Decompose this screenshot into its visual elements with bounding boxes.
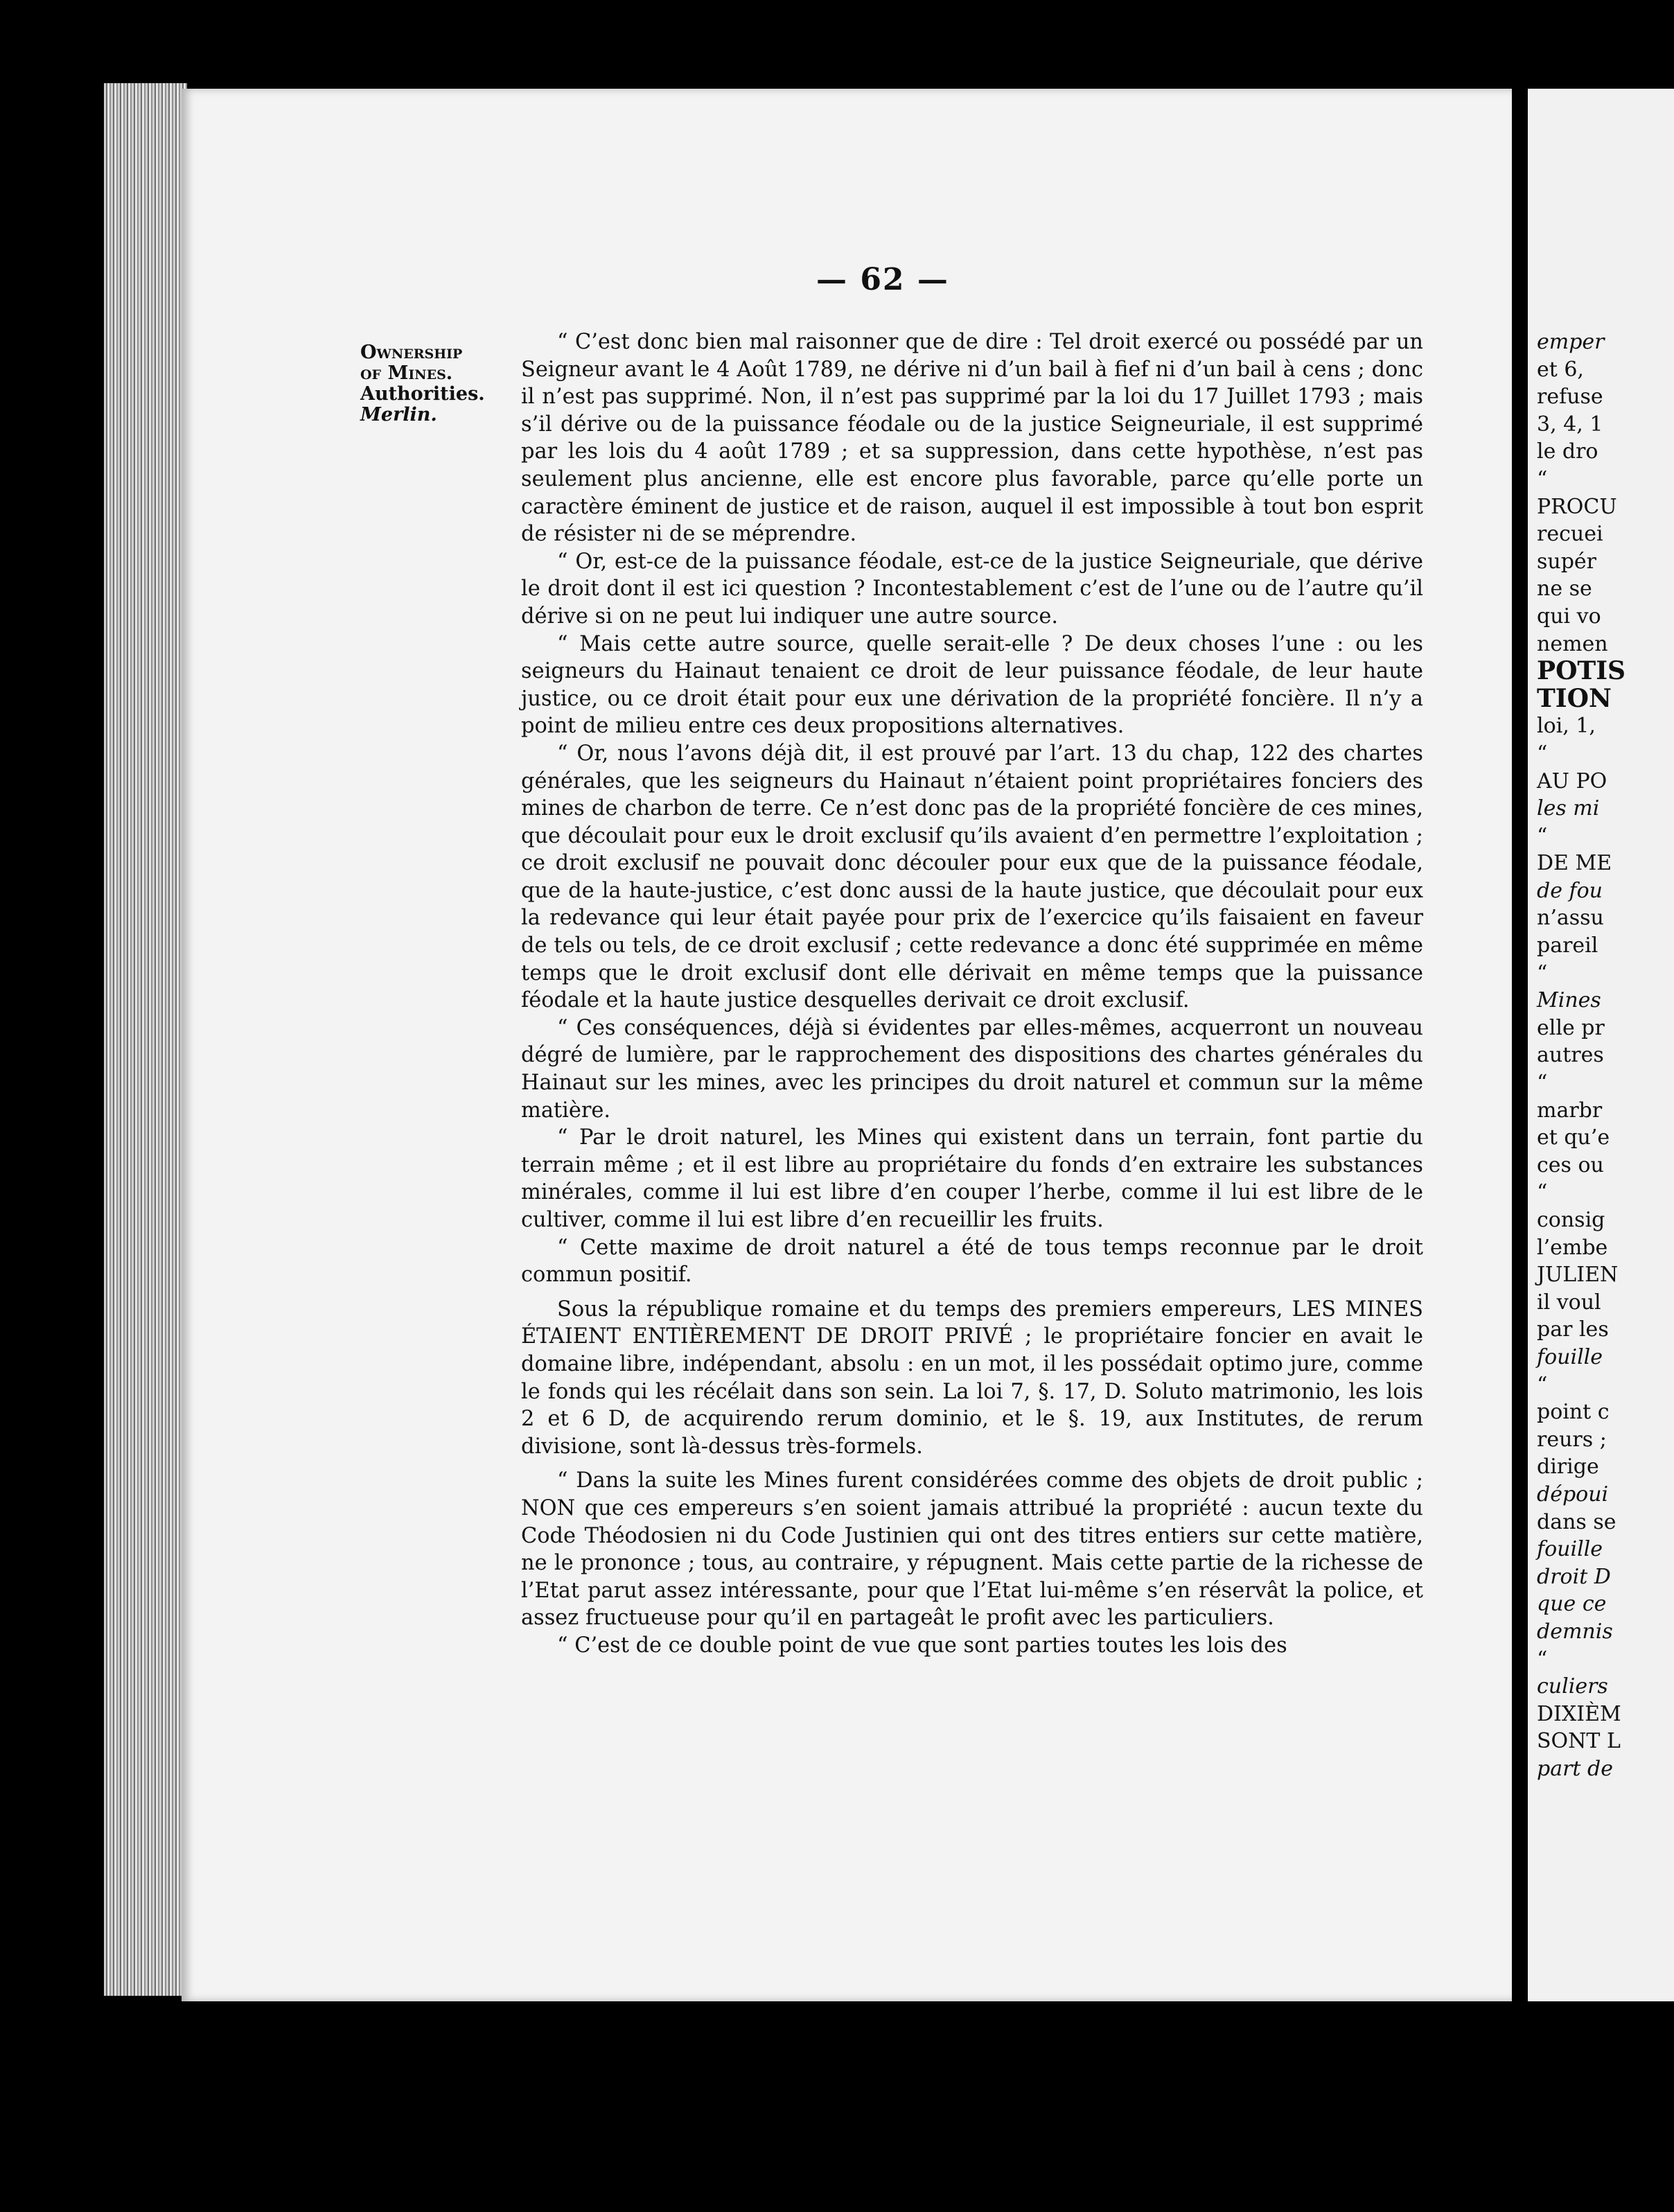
right-line: “ [1537,1071,1548,1096]
right-line: ces ou [1537,1152,1604,1177]
right-line: AU PO [1537,769,1607,793]
right-line: POTIS [1537,656,1626,686]
paragraph: “ Or, est-ce de la puissance féodale, est-ce de la justice Seigneuriale, que dérive le droit dont il est ici question ? Incontestablement c’est de l’une ou de l’autre qu’il dérive si on ne peut lui indiquer une autre source. [521,549,1423,629]
right-line: nemen [1537,631,1608,656]
margin-line-of-mines: of Mines. [360,362,453,384]
right-line: l’embe [1537,1235,1608,1260]
right-line: marbr [1537,1098,1603,1123]
right-line: dans se [1537,1509,1616,1534]
right-line: 3, 4, 1 [1537,412,1603,437]
right-line: recuei [1537,522,1603,547]
right-line: qui vo [1537,604,1601,629]
right-line: Mines [1537,988,1601,1013]
right-line: TION [1537,683,1612,713]
right-line: le dro [1537,439,1598,464]
right-line: dirige [1537,1455,1599,1480]
right-page-text [1537,328,1674,1782]
right-line: DE ME [1537,851,1612,876]
right-line: dépoui [1537,1482,1609,1507]
right-line: “ [1537,1180,1548,1205]
right-line: de fou [1537,878,1603,903]
right-line: consig [1537,1208,1605,1232]
right-line: “ [1537,1372,1548,1397]
margin-line-ownership: Ownership [360,342,463,363]
page-stack-edges [104,83,187,1996]
right-line: DIXIÈM [1537,1701,1621,1726]
right-line: emper [1537,330,1605,354]
page-number: — 62 — [816,262,949,297]
right-line: PROCU [1537,494,1617,519]
right-line: ne se [1537,577,1592,602]
right-line: “ [1537,1647,1548,1671]
right-line: les mi [1537,796,1600,821]
right-line: par les [1537,1317,1609,1342]
right-line: droit D [1537,1564,1611,1589]
paragraph: “ C’est de ce double point de vue que sont parties toutes les lois des [557,1633,1287,1658]
right-line: “ [1537,466,1548,491]
right-line: il voul [1537,1290,1601,1315]
right-line: reurs ; [1537,1427,1607,1452]
paragraph: “ C’est donc bien mal raisonner que de dire : Tel droit exercé ou possédé par un Seigneur avant le 4 Août 1789, ne dérive ni d’un bail à fief ni d’un bail à cens ; donc il n’est pas supprimé. Non, il n’est pas supprimé par la loi du 17 Juillet 1793 ; mais s’il dérive ou de la puissance féodale ou de la justice Seigneuriale, il est supprimé par les lois du 4 août 1789 ; et sa suppression, dans cette hypothèse, n’est pas seulement plus ancienne, elle est encore plus favorable, parce qu’elle porte un caractère éminent de justice et de raison, auquel il est impossible à tout bon esprit de résister ni de se méprendre. [521,330,1423,547]
right-line: que ce [1537,1592,1607,1617]
paragraph: Sous la république romaine et du temps des premiers empereurs, LES MINES ÉTAIENT ENTIÈREMENT DE DROIT PRIVÉ ; le propriétaire foncier en avait le domaine libre, indépendant, absolu : en un mot, il les possédait optimo jure, comme le fonds qui les récélait dans son sein. La loi 7, §. 17, D. Soluto matrimonio, les lois 2 et 6 D, de acquirendo rerum dominio, et le §. 19, aux Institutes, de rerum divisione, sont là-dessus très-formels. [521,1297,1423,1459]
right-line: demnis [1537,1619,1613,1644]
margin-note [360,342,509,425]
right-line: fouille [1537,1344,1603,1369]
body-text [521,328,1423,1660]
paragraph: “ Mais cette autre source, quelle serait-elle ? De deux choses l’une : ou les seigneurs du Hainaut tenaient ce droit de leur puissance féodale, de leur haute justice, ou ce droit était pour eux une dérivation de la propriété foncière. Il n’y a point de milieu entre ces deux propositions alternatives. [521,631,1423,739]
margin-line-authorities: Authorities. [360,383,485,405]
right-line: supér [1537,549,1597,574]
right-line: fouille [1537,1537,1603,1562]
right-line: et 6, [1537,357,1584,382]
right-line: refuse [1537,385,1603,410]
right-line: “ [1537,741,1548,766]
margin-line-merlin: Merlin. [360,404,437,425]
right-line: elle pr [1537,1015,1605,1040]
paragraph: “ Cette maxime de droit naturel a été de tous temps reconnue par le droit commun positif. [521,1235,1423,1288]
right-line: n’assu [1537,906,1604,931]
paragraph: “ Par le droit naturel, les Mines qui existent dans un terrain, font partie du terrain même ; et il est libre au propriétaire du fonds d’en extraire les substances minérales, comme il lui est libre d’en couper l’herbe, comme il lui est libre de le cultiver, comme il lui est libre d’en recueillir les fruits. [521,1125,1423,1232]
paragraph: “ Ces conséquences, déjà si évidentes par elles-mêmes, acquerront un nouveau dégré de lumière, par le rapprochement des dispositions des chartes générales du Hainaut sur les mines, avec les principes du droit naturel et commun sur la même matière. [521,1015,1423,1123]
right-line: “ [1537,823,1548,848]
right-line: part de [1537,1756,1613,1781]
right-line: pareil [1537,933,1598,958]
right-line: loi, 1, [1537,714,1596,739]
paragraph: “ Or, nous l’avons déjà dit, il est prouvé par l’art. 13 du chap, 122 des chartes générales, que les seigneurs du Hainaut n’étaient point propriétaires fonciers des mines de charbon de terre. Ce n’est donc pas de la propriété foncière de ces mines, que découlait pour eux le droit exclusif qu’ils avaient d’en permettre l’exploitation ; ce droit exclusif ne pouvait donc découler pour eux que de la puissance féodale, que de la haute-justice, c’est donc aussi de la haute justice, que découlait pour eux la redevance qui leur était payée pour prix de l’exercice qu’ils faisaient en faveur de tels ou tels, de ce droit exclusif ; cette redevance a donc été supprimée en même temps que le droit exclusif dont elle dérivait en même temps que la puissance féodale et la haute justice desquelles derivait ce droit exclusif. [521,741,1423,1013]
paragraph: “ Dans la suite les Mines furent considérées comme des objets de droit public ; NON que ces empereurs s’en soient jamais attribué la propriété : aucun texte du Code Théodosien ni du Code Justinien qui ont des titres entiers sur cette matière, ne le prononce ; tous, au contraire, y répugnent. Mais cette partie de la richesse de l’Etat parut assez intéressante, pour que l’Etat lui-même s’en réservât la police, et assez fructueuse pour qu’il en partageât le profit avec les particuliers. [521,1468,1423,1631]
right-line: autres [1537,1043,1604,1068]
right-line: SONT L [1537,1729,1621,1754]
right-line: et qu’e [1537,1125,1610,1150]
right-line: JULIEN [1537,1263,1619,1288]
right-line: point c [1537,1400,1610,1425]
right-line: “ [1537,960,1548,985]
right-line: culiers [1537,1674,1608,1699]
